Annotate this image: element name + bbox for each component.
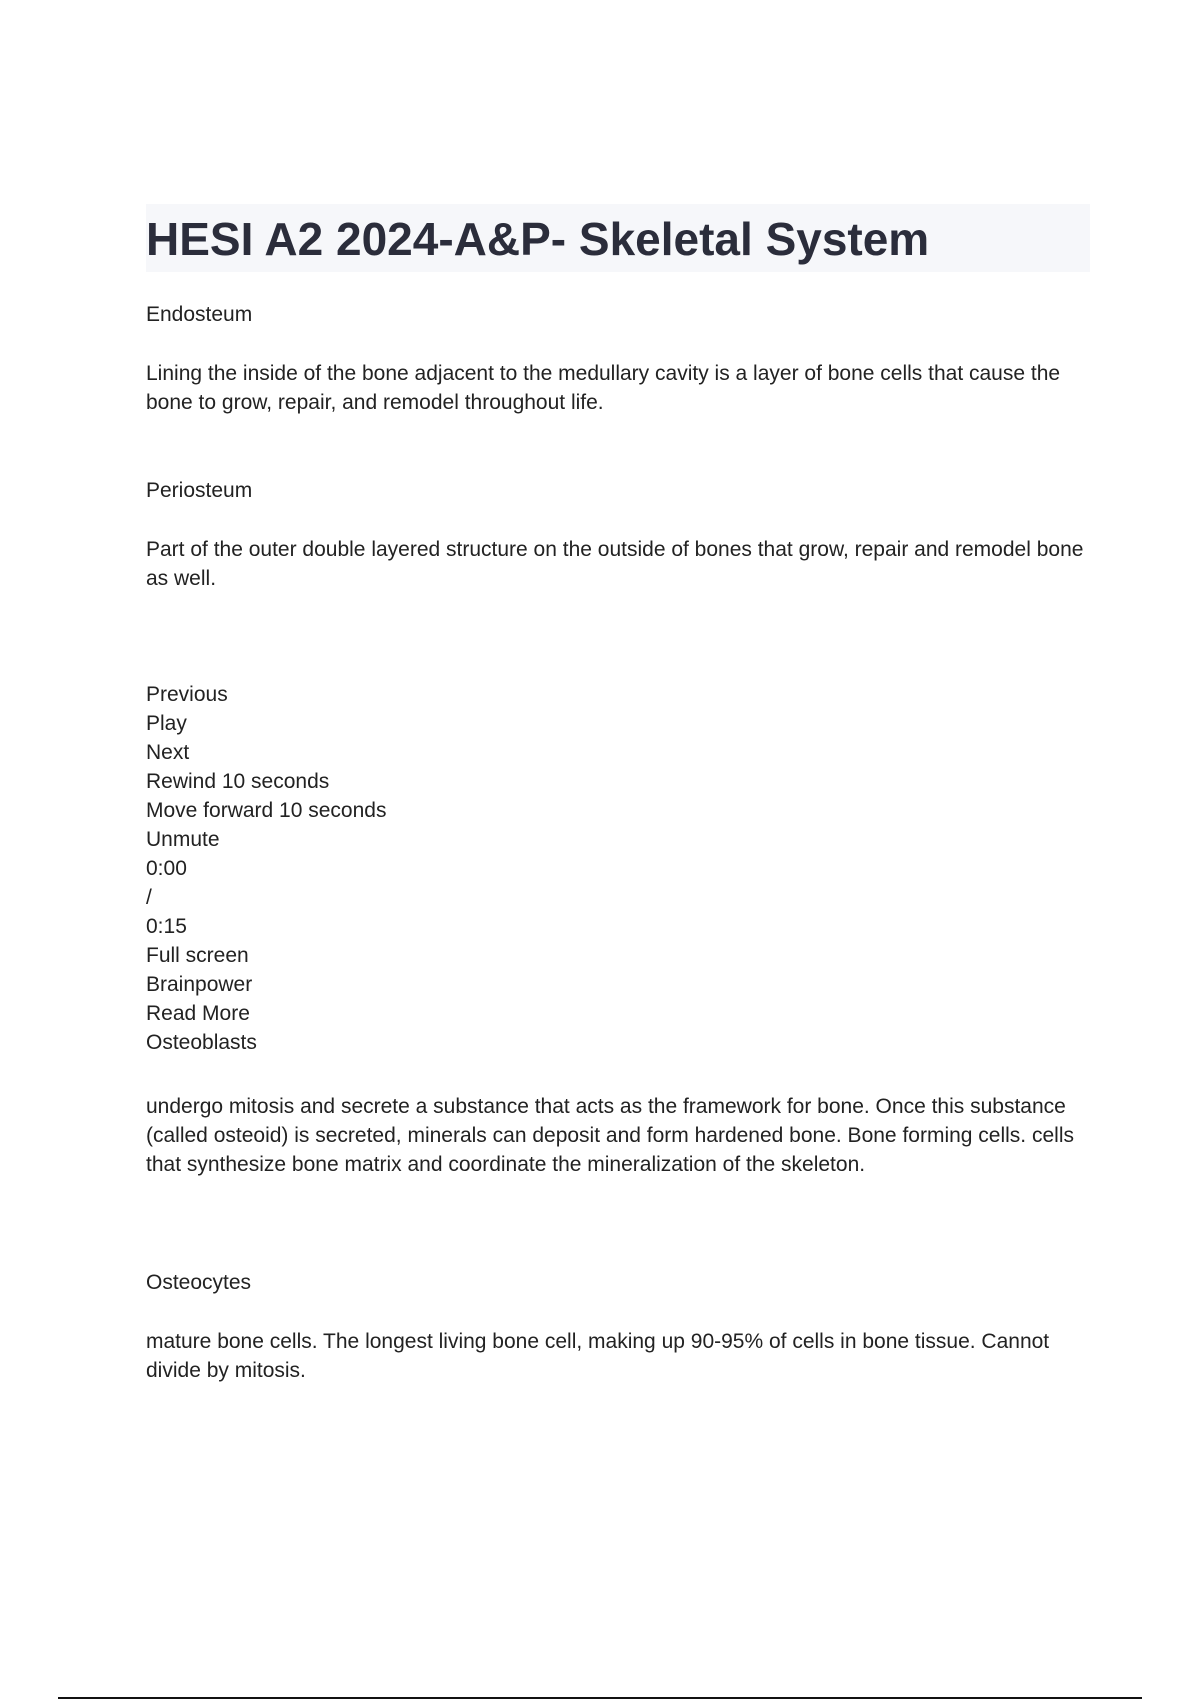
footer-divider [58,1697,1142,1699]
definition-endosteum: Lining the inside of the bone adjacent to the medullary cavity is a layer of bone cells that cause the bone to grow, repair, and remodel throughout life. [146,362,1061,414]
term-periosteum: Periosteum [146,479,253,502]
term-osteoblasts: Osteoblasts [146,1031,257,1054]
duration: 0:15 [146,915,187,938]
current-time: 0:00 [146,857,187,880]
read-more-link[interactable]: Read More [146,1002,250,1025]
rewind-button[interactable]: Rewind 10 seconds [146,770,330,793]
page-title: HESI A2 2024-A&P- Skeletal System [146,213,930,265]
definition-periosteum: Part of the outer double layered structure on the outside of bones that grow, repair and remodel bone as well. [146,538,1084,590]
unmute-button[interactable]: Unmute [146,828,220,851]
previous-button[interactable]: Previous [146,683,228,706]
definition-osteocytes: mature bone cells. The longest living bone cell, making up 90-95% of cells in bone tissue. Cannot divide by mitosis. [146,1330,1050,1382]
time-separator: / [146,886,152,909]
forward-button[interactable]: Move forward 10 seconds [146,799,387,822]
brand-link[interactable]: Brainpower [146,973,253,996]
video-player-controls [146,680,546,1057]
fullscreen-button[interactable]: Full screen [146,944,249,967]
definition-osteoblasts: undergo mitosis and secrete a substance that acts as the framework for bone. Once this substance (called osteoid) is secreted, minerals can deposit and form hardened bone. Bone forming cells. cells that synthesize bone matrix and coordinate the mineralization of the skeleton. [146,1095,1074,1176]
term-osteocytes: Osteocytes [146,1271,252,1294]
title-banner [146,204,1090,272]
term-endosteum: Endosteum [146,303,253,326]
play-button[interactable]: Play [146,712,187,735]
next-button[interactable]: Next [146,741,190,764]
